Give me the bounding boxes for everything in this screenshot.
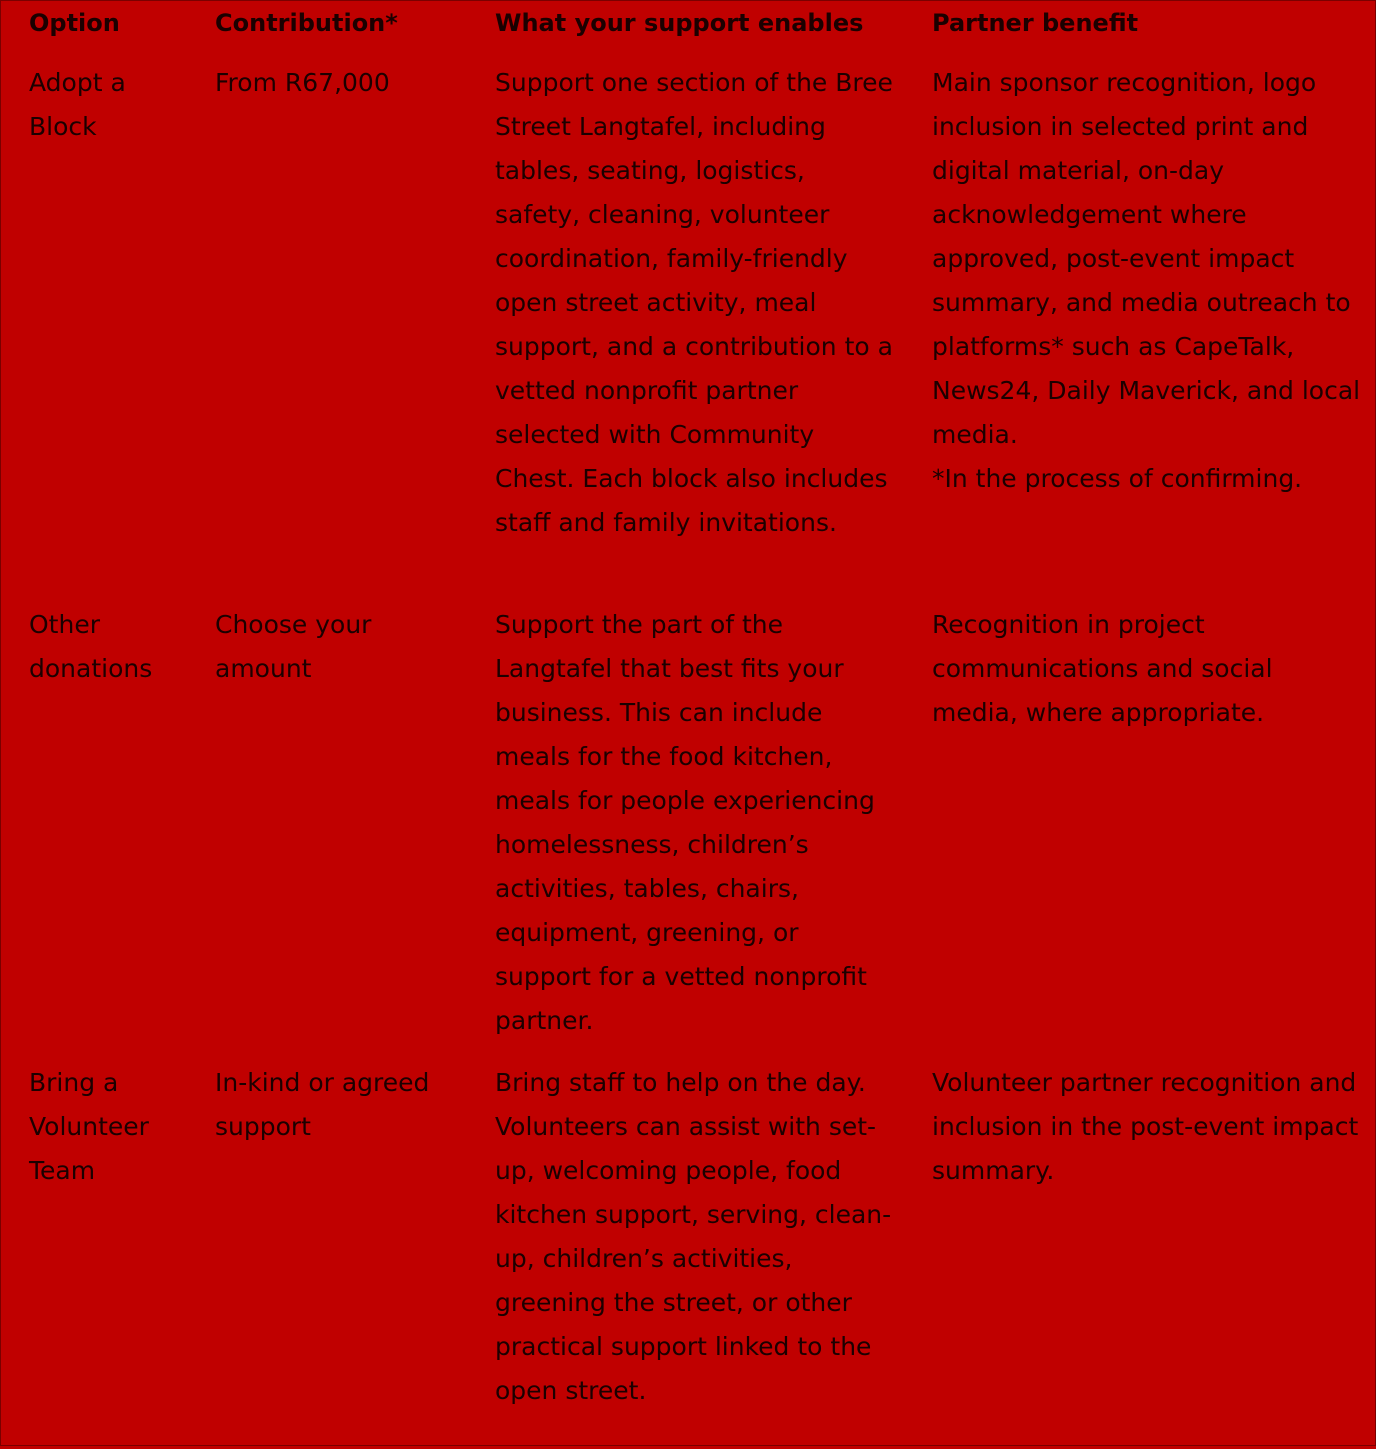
support-options-table — [1, 1, 1376, 1449]
cell-enables: Support the part of the Langtafel that best fits your business. This can include meals for the food kitchen, meals for people experiencing homelessness, children’s activities, tables, chairs, equipment, greening, or support for a vetted nonprofit partner. — [495, 610, 875, 1035]
table-row — [1, 1057, 1376, 1449]
benefit-footnote: *In the process of confirming. — [932, 464, 1303, 493]
table-header-row — [1, 1, 1376, 57]
cell-option: Bring a Volunteer Team — [29, 1068, 149, 1185]
cell-benefit: Volunteer partner recognition and inclusion in the post-event impact summary. — [932, 1068, 1359, 1185]
benefit-text: Main sponsor recognition, logo inclusion in selected print and digital material, on-day acknowledgement where approved, post-event impact summary, and media outreach to platforms* such as CapeTalk, News24, Daily Maverick, and local media. — [932, 68, 1361, 449]
table-row — [1, 599, 1376, 1057]
cell-option: Other donations — [29, 610, 153, 683]
cell-benefit: Recognition in project communications and social media, where appropriate. — [932, 610, 1273, 727]
header-option: Option — [29, 9, 120, 37]
cell-enables: Bring staff to help on the day. Volunteers can assist with set-up, welcoming people, food kitchen support, serving, clean-up, children’s activities, greening the street, or other practical support linked to the open street. — [495, 1068, 892, 1405]
cell-contribution: In-kind or agreed support — [215, 1068, 430, 1141]
cell-enables: Support one section of the Bree Street Langtafel, including tables, seating, logistics, safety, cleaning, volunteer coordination, family-friendly open street activity, meal support, and a contribution to a vetted nonprofit partner selected with Community Chest. Each block also includes staff and family invitations. — [495, 68, 893, 537]
cell-benefit — [904, 57, 1376, 599]
cell-contribution: Choose your amount — [215, 610, 372, 683]
table-row — [1, 57, 1376, 599]
header-benefit: Partner benefit — [932, 9, 1139, 37]
cell-contribution: From R67,000 — [215, 68, 390, 97]
header-contribution: Contribution* — [215, 9, 398, 37]
cell-option: Adopt a Block — [29, 68, 126, 141]
header-enables: What your support enables — [495, 9, 864, 37]
